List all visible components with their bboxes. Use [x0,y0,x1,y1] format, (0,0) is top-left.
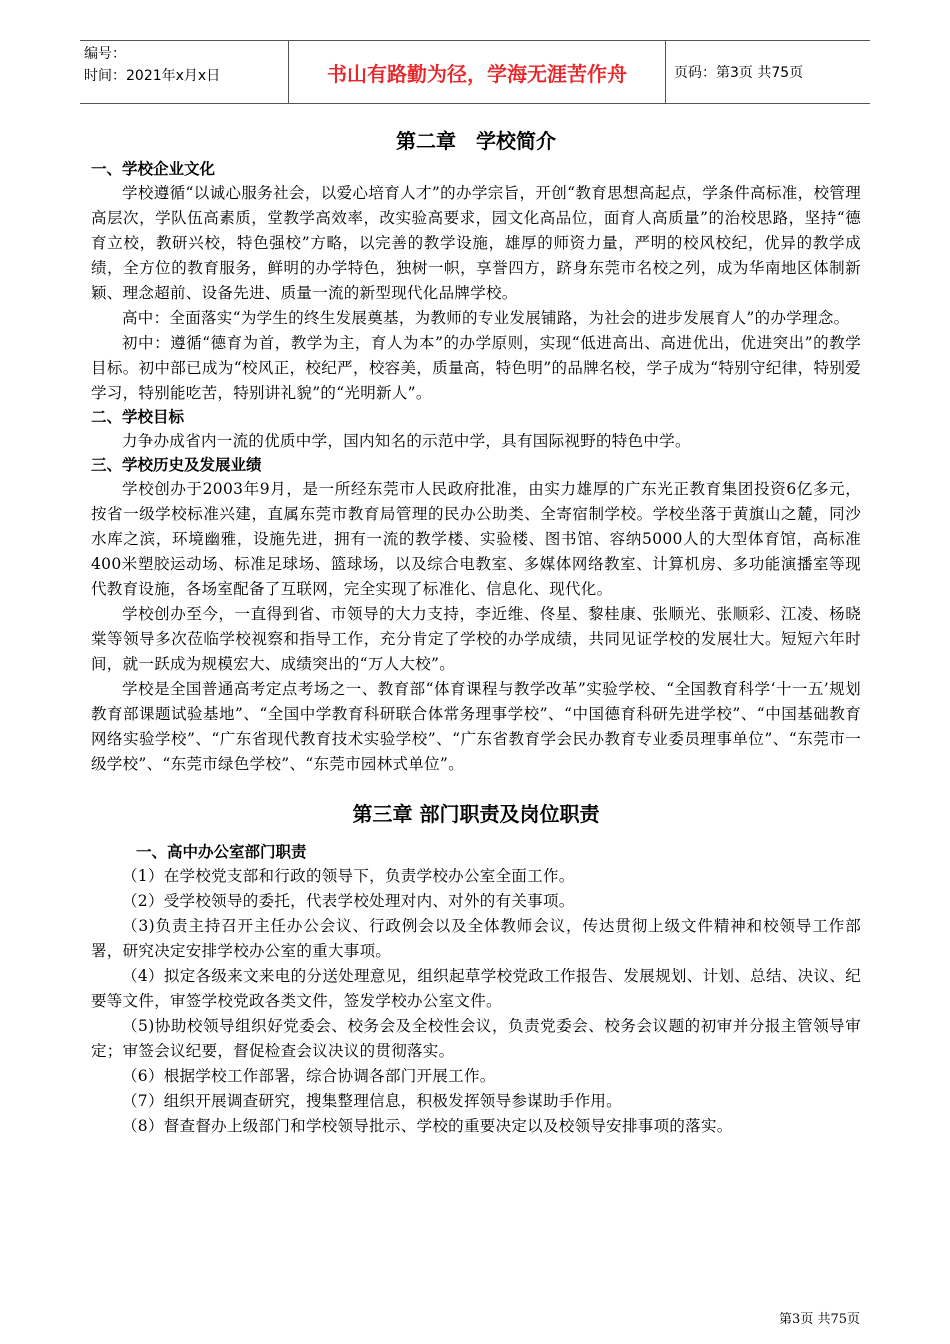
header-meta [80,41,288,103]
chapter-3-title: 第三章 部门职责及岗位职责 [352,802,600,826]
header-motto: 书山有路勤为径，学海无涯苦作舟 [288,41,666,103]
section-heading: 一、学校企业文化 [91,160,216,178]
list-item: （5)协助校领导组织好党委会、校务会及全校性会议，负责党委会、校务会议题的初审并分报主管领导审定；审签会议纪要，督促检查会议决议的贯彻落实。 [91,1017,861,1060]
list-item: （3)负责主持召开主任办公会议、行政例会以及全体教师会议，传达贯彻上级文件精神和校领导工作部署，研究决定安排学校办公室的重大事项。 [91,917,861,960]
header-page-label: 页码：第3页 共75页 [674,65,804,81]
list-item: （6）根据学校工作部署，综合协调各部门开展工作。 [122,1067,496,1085]
time-label: 时间：2021年x月x日 [84,68,221,84]
section-heading: 二、学校目标 [91,408,185,426]
paragraph: 学校是全国普通高考定点考场之一、教育部“体育课程与教学改革”实验学校、“全国教育科学‘十一五’规划教育部课题试验基地”、“全国中学教育科研联合体常务理事学校”、“中国德育科研先进学校”、“中国基础教育网络实验学校”、“广东省现代教育技术实验学校”、“广东省教育学会民办教育专业委员理事单位”、“东莞市一级学校”、“东莞市绿色学校”、“东莞市园林式单位”。 [91,680,861,773]
list-item: （1）在学校党支部和行政的领导下，负责学校办公室全面工作。 [122,867,575,885]
paragraph: 力争办成省内一流的优质中学，国内知名的示范中学，具有国际视野的特色中学。 [122,432,691,450]
section-heading: 一、高中办公室部门职责 [136,843,307,861]
list-item: （7）组织开展调查研究，搜集整理信息，积极发挥领导参谋助手作用。 [122,1092,622,1110]
section-heading: 三、学校历史及发展业绩 [91,456,262,474]
number-label: 编号： [84,46,126,62]
paragraph: 学校遵循“以诚心服务社会，以爱心培育人才”的办学宗旨，开创“教育思想高起点，学条件高标准，校管理高层次，学队伍高素质，堂教学高效率，改实验高要求，园文化高品位，面育人高质量”的治校思路，坚持“德育立校，教研兴校，特色强校”方略，以完善的教学设施，雄厚的师资力量，严明的校风校纪，优异的教学成绩，全方位的教育服务，鲜明的办学特色，独树一帜，享誉四方，跻身东莞市名校之列，成为华南地区体制新颖、理念超前、设备先进、质量一流的新型现代化品牌学校。 [91,184,861,302]
chapter-2-title: 第二章 学校简介 [396,129,556,153]
list-item: （2）受学校领导的委托，代表学校处理对内、对外的有关事项。 [122,892,575,910]
paragraph: 初中：遵循“德育为首，教学为主，育人为本”的办学原则，实现“低进高出、高进优出，优进突出”的教学目标。初中部已成为“校风正，校纪严，校容美，质量高，特色明”的品牌名校，学子成为“特别守纪律，特别爱学习，特别能吃苦，特别讲礼貌”的“光明新人”。 [91,334,861,402]
page-header [80,40,870,104]
list-item: （8）督查督办上级部门和学校领导批示、学校的重要决定以及校领导安排事项的落实。 [122,1117,733,1135]
document-body [91,122,861,1139]
list-item: （4）拟定各级来文来电的分送处理意见，组织起草学校党政工作报告、发展规划、计划、总结、决议、纪要等文件，审签学校党政各类文件，签发学校办公室文件。 [91,967,861,1010]
paragraph: 学校创办至今，一直得到省、市领导的大力支持，李近维、佟星、黎桂康、张顺光、张顺彩、江凌、杨晓棠等领导多次莅临学校视察和指导工作，充分肯定了学校的办学成绩，共同见证学校的发展壮大。短短六年时间，就一跃成为规模宏大、成绩突出的“万人大校”。 [91,605,861,673]
paragraph: 高中：全面落实“为学生的终生发展奠基，为教师的专业发展铺路，为社会的进步发展育人”的办学理念。 [122,309,850,327]
page-footer: 第3页 共75页 [779,1312,860,1327]
paragraph: 学校创办于2003年9月，是一所经东莞市人民政府批准，由实力雄厚的广东光正教育集团投资6亿多元，按省一级学校标准兴建，直属东莞市教育局管理的民办公助类、全寄宿制学校。学校坐落于黄旗山之麓，同沙水库之滨，环境幽雅，设施先进，拥有一流的教学楼、实验楼、图书馆、容纳5000人的大型体育馆，高标准400米塑胶运动场、标准足球场、篮球场，以及综合电教室、多媒体网络教室、计算机房、多功能演播室等现代教育设施，各场室配备了互联网，完全实现了标准化、信息化、现代化。 [91,480,861,598]
